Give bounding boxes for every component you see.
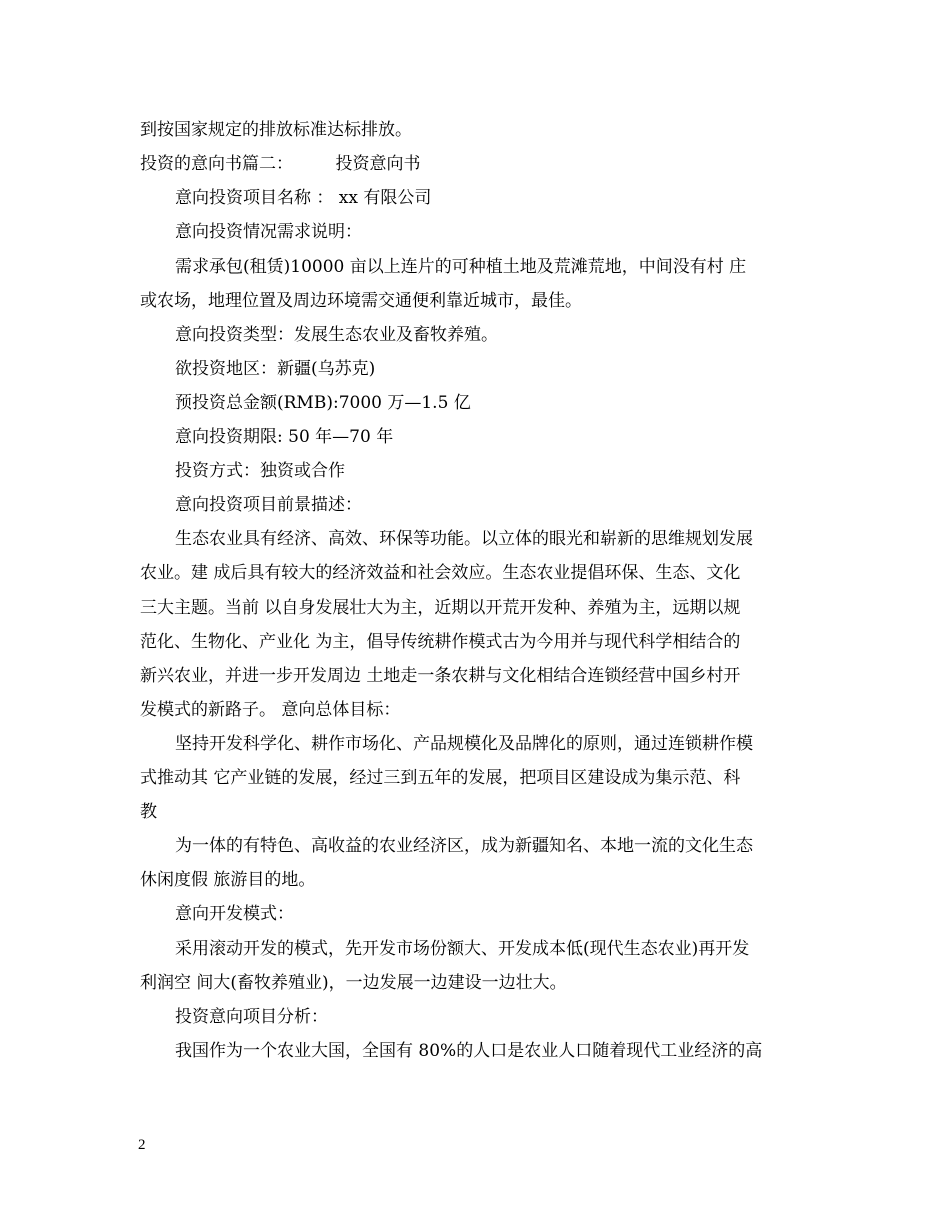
text-line: 发模式的新路子。 意向总体目标： xyxy=(140,700,401,720)
text-line: 投资方式：独资或合作 xyxy=(175,461,345,481)
text-line: 意向投资类型：发展生态农业及畜牧养殖。 xyxy=(175,325,498,345)
text-line: 利润空 间大(畜牧养殖业)，一边发展一边建设一边壮大。 xyxy=(140,973,567,993)
text-line: 教 xyxy=(140,802,157,822)
text-line: 到按国家规定的排放标准达标排放。 xyxy=(140,120,412,140)
section-heading: 投资的意向书篇二： 投资意向书 xyxy=(140,154,421,174)
text-line: 投资意向项目分析： xyxy=(175,1007,328,1027)
text-line: 欲投资地区：新疆(乌苏克) xyxy=(175,359,376,379)
text-line: 意向投资期限: 50 年—70 年 xyxy=(175,427,394,447)
text-line: 坚持开发科学化、耕作市场化、产品规模化及品牌化的原则，通过连锁耕作模 xyxy=(175,734,753,754)
text-line: 休闲度假 旅游目的地。 xyxy=(140,870,316,890)
text-line: 意向投资项目前景描述： xyxy=(175,495,362,515)
text-line: 预投资总金额(RMB):7000 万—1.5 亿 xyxy=(175,393,471,413)
page-number: 2 xyxy=(138,1137,146,1153)
text-line: 三大主题。当前 以自身发展壮大为主，近期以开荒开发种、养殖为主，远期以规 xyxy=(140,598,741,618)
text-line: 意向开发模式： xyxy=(175,904,294,924)
text-line: 生态农业具有经济、高效、环保等功能。以立体的眼光和崭新的思维规划发展 xyxy=(175,529,753,549)
text-line: 农业。建 成后具有较大的经济效益和社会效应。生态农业提倡环保、生态、文化 xyxy=(140,563,741,583)
text-line: 式推动其 它产业链的发展，经过三到五年的发展，把项目区建设成为集示范、科 xyxy=(140,768,741,788)
text-line: 范化、生物化、产业化 为主，倡导传统耕作模式古为今用并与现代科学相结合的 xyxy=(140,632,741,652)
text-line: 需求承包(租赁)10000 亩以上连片的可种植土地及荒滩荒地，中间没有村 庄 xyxy=(175,257,747,277)
text-line: 或农场，地理位置及周边环境需交通便利靠近城市，最佳。 xyxy=(140,291,582,311)
text-line: 采用滚动开发的模式，先开发市场份额大、开发成本低(现代生态农业)再开发 xyxy=(175,939,750,959)
text-line: 为一体的有特色、高收益的农业经济区，成为新疆知名、本地一流的文化生态 xyxy=(175,836,753,856)
text-line: 我国作为一个农业大国，全国有 80%的人口是农业人口随着现代工业经济的高 xyxy=(175,1041,763,1061)
text-line: 意向投资项目名称 ： xx 有限公司 xyxy=(175,188,432,208)
text-line: 意向投资情况需求说明： xyxy=(175,222,362,242)
text-line: 新兴农业，并进一步开发周边 土地走一条农耕与文化相结合连锁经营中国乡村开 xyxy=(140,666,741,686)
